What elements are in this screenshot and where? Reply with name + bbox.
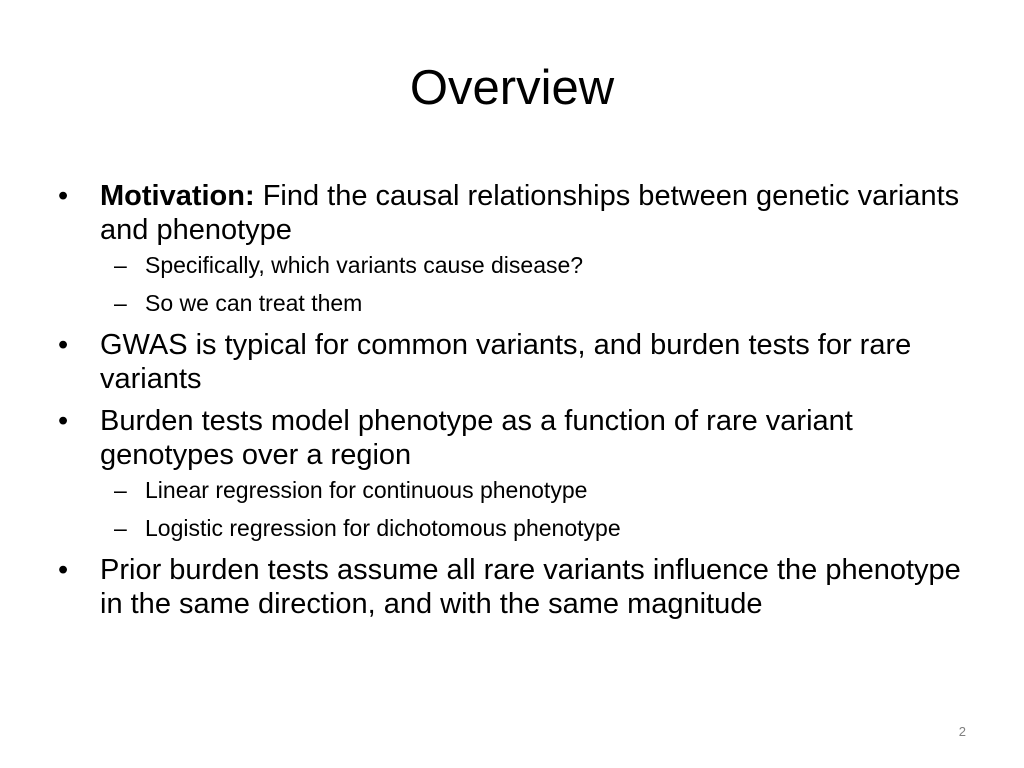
sub-bullet-item	[58, 251, 978, 280]
dash-icon: –	[114, 477, 127, 503]
bullet-list	[58, 179, 978, 629]
sub-bullet-text: Linear regression for continuous phenotype	[145, 477, 588, 503]
bullet-text: Find the causal relationships between genetic variants and phenotype	[100, 180, 960, 246]
bullet-icon: •	[58, 329, 69, 361]
sub-bullet-text: Logistic regression for dichotomous phenotype	[145, 515, 621, 541]
dash-icon: –	[114, 252, 127, 278]
sub-bullet-item	[58, 514, 978, 543]
dash-icon: –	[114, 515, 127, 541]
sub-bullet-item	[58, 289, 978, 318]
slide-title: Overview	[409, 61, 615, 115]
bullet-text: GWAS is typical for common variants, and burden tests for rare variants	[100, 329, 912, 395]
sub-bullet-text: Specifically, which variants cause disease?	[145, 252, 584, 278]
bullet-text: Burden tests model phenotype as a function of rare variant genotypes over a region	[100, 405, 853, 471]
bullet-bold-label: Motivation:	[100, 180, 255, 212]
dash-icon: –	[114, 290, 127, 316]
bullet-icon: •	[58, 554, 69, 586]
bullet-icon: •	[58, 180, 69, 212]
page-number: 2	[958, 724, 966, 739]
bullet-item-burden-tests	[58, 404, 978, 472]
bullet-item-prior-burden-tests	[58, 553, 978, 621]
bullet-icon: •	[58, 405, 69, 437]
bullet-item-gwas	[58, 328, 978, 396]
bullet-item-motivation	[58, 179, 978, 247]
sub-bullet-item	[58, 476, 978, 505]
bullet-text: Prior burden tests assume all rare variants influence the phenotype in the same direction, and with the same magnitude	[100, 554, 961, 620]
sub-bullet-text: So we can treat them	[145, 290, 363, 316]
